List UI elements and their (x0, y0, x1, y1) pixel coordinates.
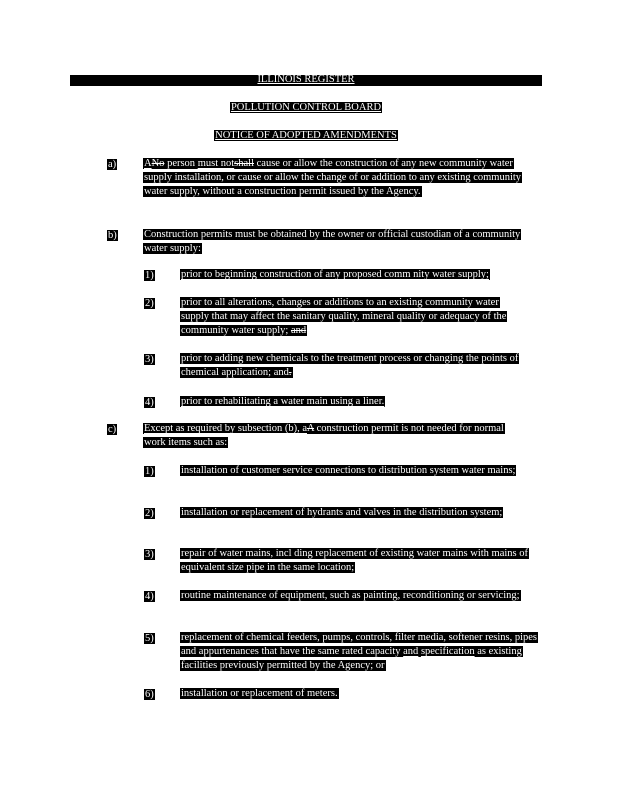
section-c-item-2-text: installation or replacement of hydrants and valves in the distribution system; (181, 507, 503, 518)
section-c-item-4-text: routine maintenance of equipment, such as painting, reconditioning or servicing; (181, 590, 520, 601)
section-b-label: b) (108, 230, 117, 241)
section-b-item-3-label: 3) (145, 354, 154, 365)
section-c-item-6-label: 6) (145, 689, 154, 700)
section-c-item-5-text: replacement of chemical feeders, pumps, controls, filter media, softener resins, pipes and appurtenances that have the same rated capacity and specification as existing facilities previously permitted by the Agency; or (181, 632, 537, 671)
section-b-text: Construction permits must be obtained by the owner or official custodian of a community water supply: (144, 229, 521, 254)
section-b-item-2-text: prior to all alterations, changes or additions to an existing community water supply that may affect the sanitary quality, mineral quality or adequacy of the community water supply; and (181, 297, 507, 336)
section-c-text: Except as required by subsection (b), aA construction permit is not needed for normal work items such as: (144, 423, 504, 448)
section-b-item-2-label: 2) (145, 298, 154, 309)
section-c-item-1-label: 1) (145, 466, 154, 477)
section-a-label: a) (108, 159, 117, 170)
section-c-item-6-text: installation or replacement of meters. (181, 688, 338, 699)
board-title: POLLUTION CONTROL BOARD (230, 102, 382, 113)
section-c-label: c) (108, 424, 117, 435)
section-c-item-3-text: repair of water mains, incl ding replacement of existing water mains with mains of equivalent size pipe in the same location; (181, 548, 528, 573)
section-b-item-1-text: prior to beginning construction of any proposed comm nity water supply; (181, 269, 489, 280)
section-c-item-2-label: 2) (145, 508, 154, 519)
section-b-item-4-label: 4) (145, 397, 154, 408)
section-c-item-5-label: 5) (145, 633, 154, 644)
section-c-item-1-text: installation of customer service connections to distribution system water mains; (181, 465, 516, 476)
section-b-item-3-text: prior to adding new chemicals to the treatment process or changing the points of chemical application; and. (181, 353, 519, 378)
section-c-item-4-label: 4) (145, 591, 154, 602)
register-title: ILLINOIS REGISTER (257, 74, 355, 85)
section-c-item-3-label: 3) (145, 549, 154, 560)
notice-title: NOTICE OF ADOPTED AMENDMENTS (215, 130, 397, 141)
section-b-item-4-text: prior to rehabilitating a water main using a liner. (181, 396, 385, 407)
section-a-text: ANo person must notshall cause or allow the construction of any new community water supply installation, or cause or allow the change of or addition to any existing community water supply, without a construction permit issued by the Agency. (144, 158, 522, 197)
section-b-item-1-label: 1) (145, 270, 154, 281)
